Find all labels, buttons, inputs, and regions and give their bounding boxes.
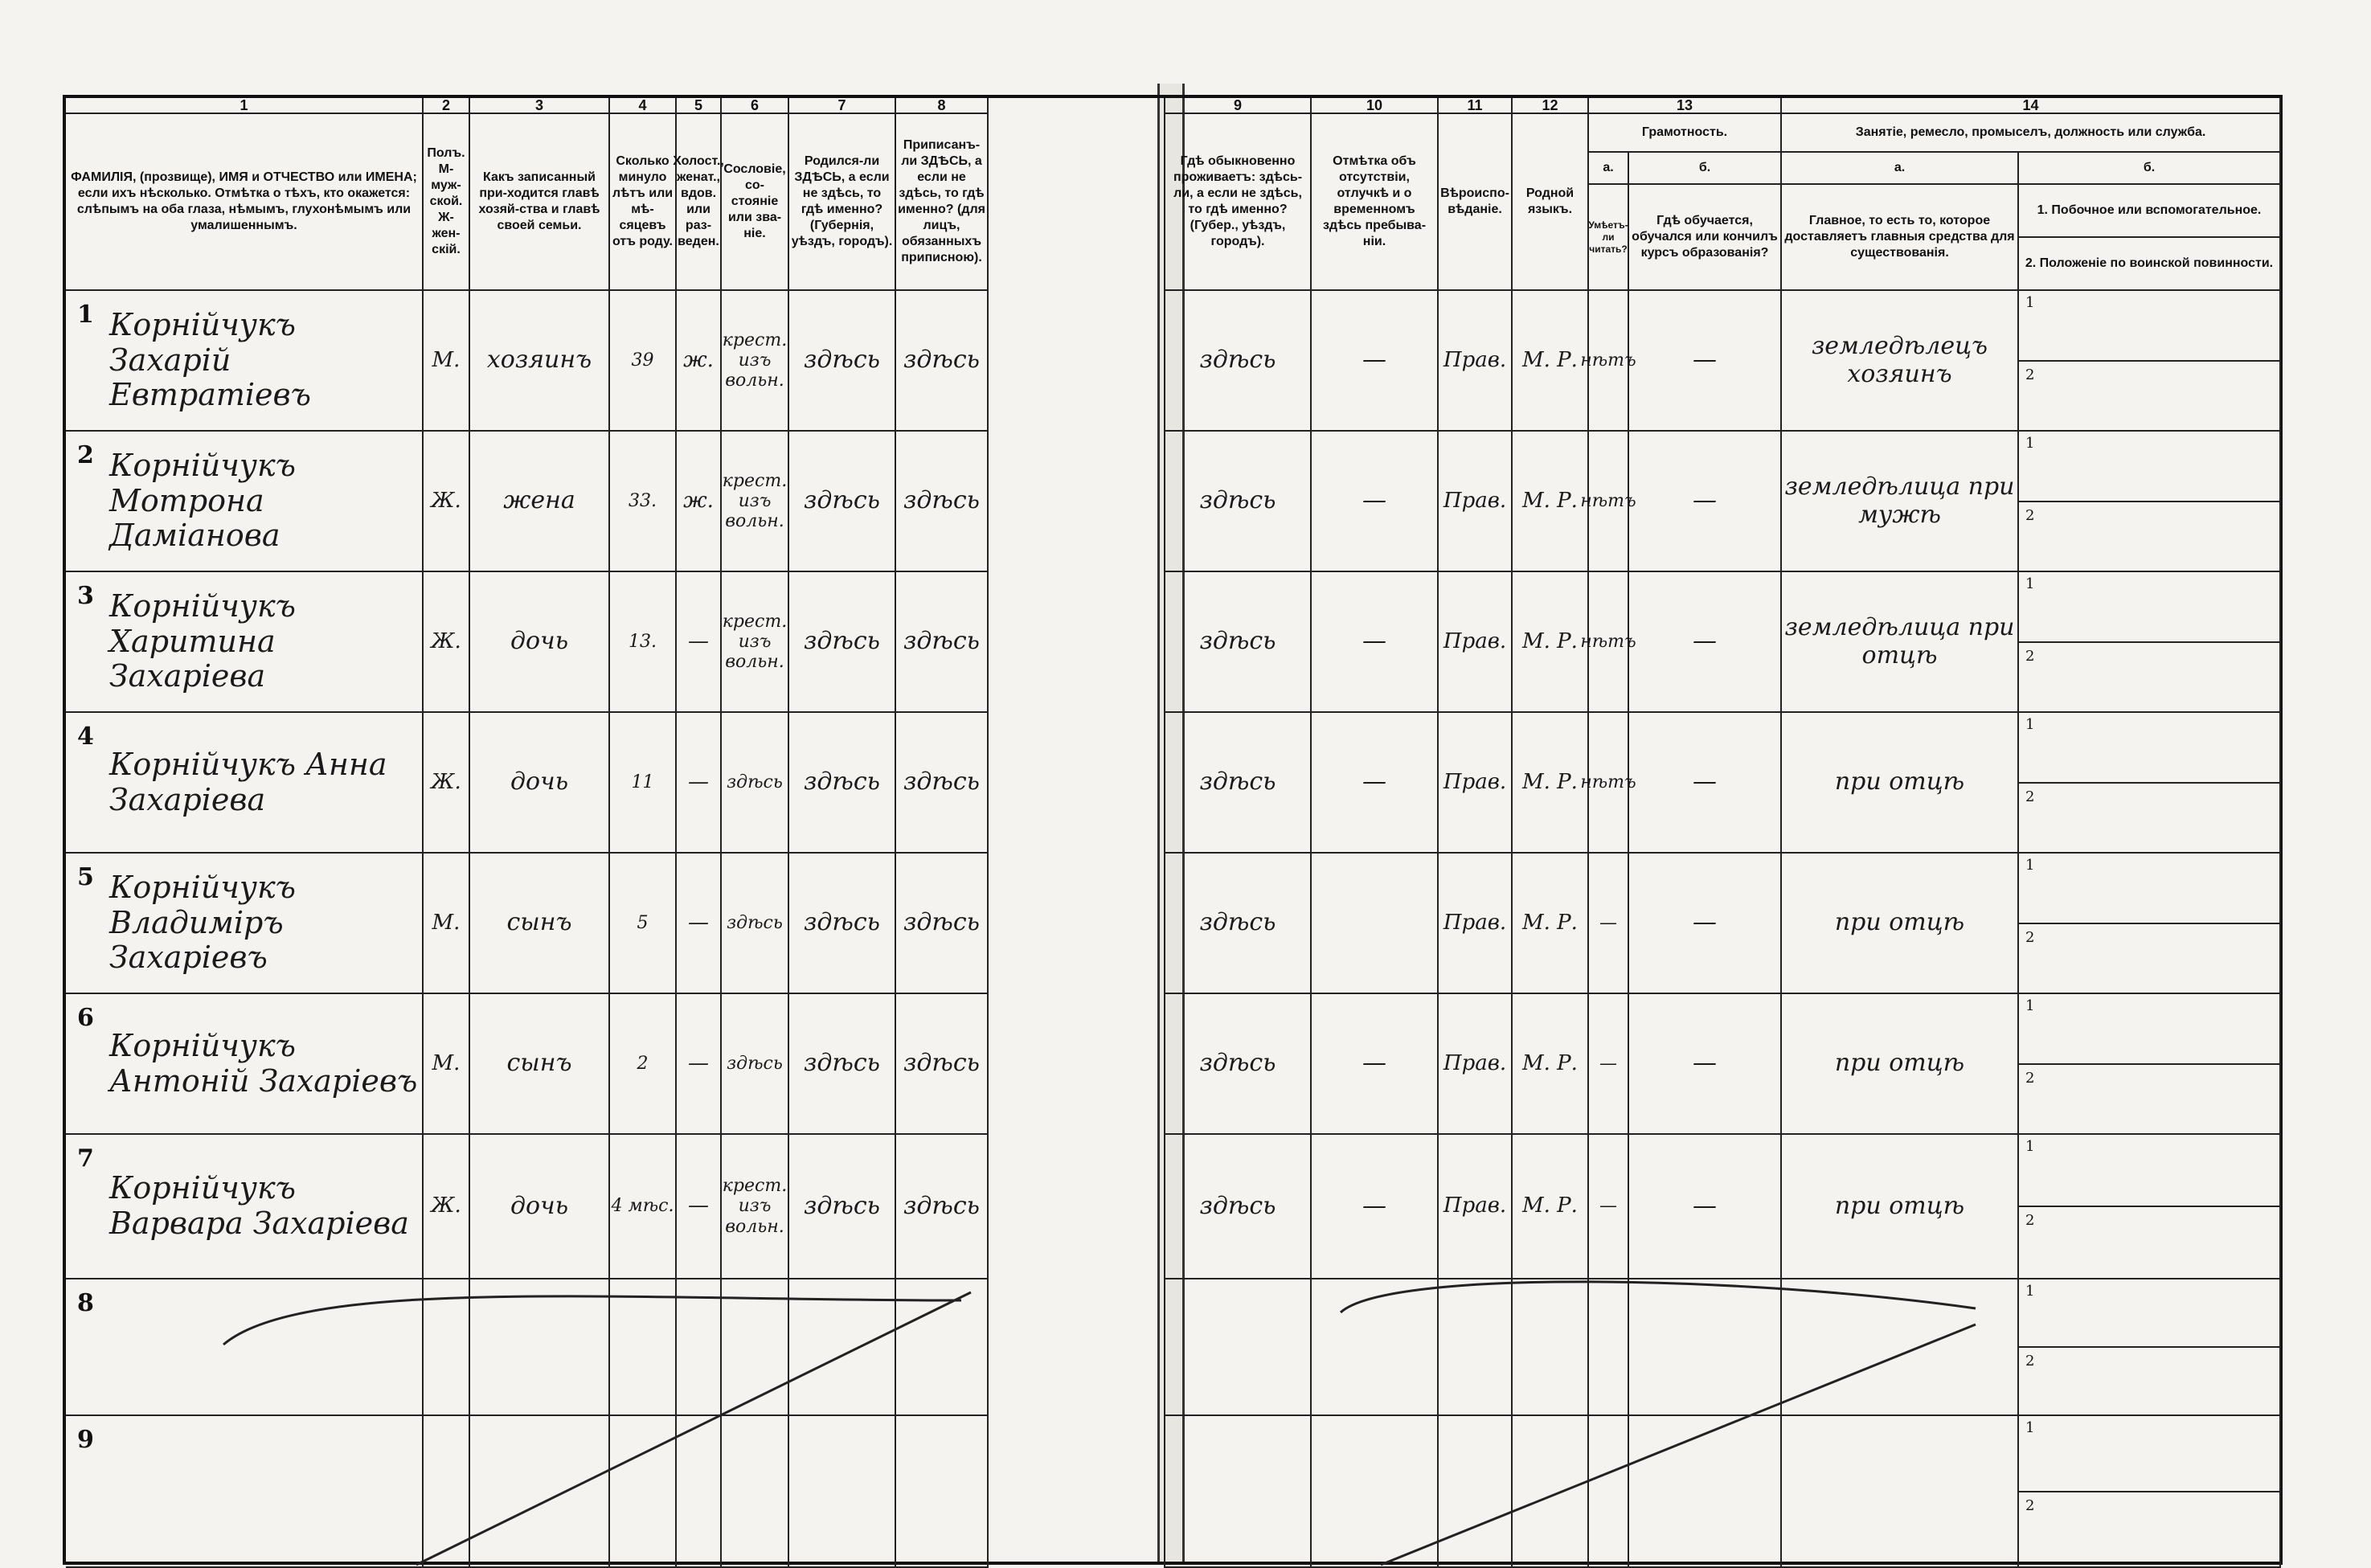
header-literacy-a: а. (1589, 153, 1629, 185)
row-religion: Прав. (1439, 572, 1513, 713)
row-age: 13. (610, 572, 677, 713)
row-sex: М. (424, 994, 470, 1135)
header-c9: Гдѣ обыкновенно проживаетъ: здѣсь-ли, а если не здѣсь, то гдѣ именно? (Губер., уѣздъ, городъ). (1165, 114, 1312, 291)
row-name: Корнійчукъ Антоній Захаріевъ (66, 994, 424, 1135)
sub-line-number: 2 (2025, 1212, 2034, 1229)
sub-line-number: 2 (2025, 648, 2034, 665)
header-c7: Родился-ли ЗДѢСЬ, а если не здѣсь, то гдѣ именно? (Губернія, уѣздъ, городъ). (789, 114, 896, 291)
row-sex: Ж. (424, 572, 470, 713)
row-registered: здѣсь (896, 432, 989, 572)
row-registered: здѣсь (896, 1135, 989, 1279)
row-religion: Прав. (1439, 854, 1513, 994)
row-age: 4 мѣс. (610, 1135, 677, 1279)
row-number: 9 (77, 1426, 94, 1454)
row-number: 6 (77, 1004, 94, 1032)
column-number: 9 (1165, 98, 1312, 114)
row-registered: здѣсь (896, 994, 989, 1135)
row-marital: — (677, 1135, 722, 1279)
header-c12: Родной языкъ. (1513, 114, 1589, 291)
column-number: 6 (722, 98, 789, 114)
column-number: 1 (66, 98, 424, 114)
row-marital: ж. (677, 291, 722, 432)
cancel-stroke (223, 1296, 961, 1345)
column-number: 13 (1589, 98, 1782, 114)
header-main-occupation: Главное, то есть то, которое доставляетъ главныя средства для существованія. (1782, 185, 2019, 291)
header-occupation-a: а. (1782, 153, 2019, 185)
row-estate: крест. изъ вольн. (722, 572, 789, 713)
row-relation: дочь (470, 572, 610, 713)
header-literacy: Грамотность. (1589, 114, 1782, 153)
row-language: М. Р. (1513, 994, 1589, 1135)
row-educ: — (1629, 994, 1782, 1135)
column-number: 14 (1782, 98, 2281, 114)
row-marital: — (677, 854, 722, 994)
row-lives: здѣсь (1165, 713, 1312, 854)
row-name: Корнійчукъ Варвара Захаріева (66, 1135, 424, 1279)
row-language: М. Р. (1513, 572, 1589, 713)
row-language: М. Р. (1513, 713, 1589, 854)
sub-line-number: 1 (2025, 1138, 2034, 1155)
row-occupation: земледѣлецъ хозяинъ (1782, 291, 2019, 432)
row-born: здѣсь (789, 1135, 896, 1279)
row-educ: — (1629, 572, 1782, 713)
row-registered: здѣсь (896, 291, 989, 432)
row-religion: Прав. (1439, 1135, 1513, 1279)
column-number: 8 (896, 98, 989, 114)
sub-line-number: 1 (2025, 294, 2034, 311)
header-literacy-b: б. (1629, 153, 1782, 185)
row-sex: Ж. (424, 713, 470, 854)
sub-line-number: 1 (2025, 435, 2034, 452)
row-absence: — (1312, 1135, 1439, 1279)
row-registered: здѣсь (896, 572, 989, 713)
row-relation: хозяинъ (470, 291, 610, 432)
row-lives: здѣсь (1165, 854, 1312, 994)
row-literate: — (1589, 854, 1629, 994)
header-c2: Полъ. М-муж-ской. Ж-жен-скій. (424, 114, 470, 291)
row-lives: здѣсь (1165, 572, 1312, 713)
row-literate: — (1589, 994, 1629, 1135)
row-lives: здѣсь (1165, 1135, 1312, 1279)
sub-line-number: 2 (2025, 1497, 2034, 1514)
sub-line-number: 2 (2025, 929, 2034, 946)
row-number: 5 (77, 863, 94, 891)
sub-line-number: 2 (2025, 1353, 2034, 1369)
row-language: М. Р. (1513, 432, 1589, 572)
row-name: Корнійчукъ Мотрона Даміанова (66, 432, 424, 572)
row-relation: дочь (470, 713, 610, 854)
cancel-stroke (1381, 1324, 1976, 1565)
row-number: 4 (77, 723, 94, 751)
row-number: 8 (77, 1289, 94, 1317)
row-born: здѣсь (789, 432, 896, 572)
row-literate: нѣтъ (1589, 572, 1629, 713)
header-c5: Холост., женат., вдов. или раз-веден. (677, 114, 722, 291)
header-c3: Какъ записанный при-ходится главѣ хозяй-ства и главѣ своей семьи. (470, 114, 610, 291)
sub-line-number: 2 (2025, 788, 2034, 805)
row-educ: — (1629, 291, 1782, 432)
row-born: здѣсь (789, 854, 896, 994)
row-literate: нѣтъ (1589, 713, 1629, 854)
row-language: М. Р. (1513, 1135, 1589, 1279)
row-relation: сынъ (470, 994, 610, 1135)
row-name: Корнійчукъ Захарій Евтратіевъ (66, 291, 424, 432)
row-marital: — (677, 994, 722, 1135)
row-literate: нѣтъ (1589, 291, 1629, 432)
row-absence: — (1312, 291, 1439, 432)
row-religion: Прав. (1439, 291, 1513, 432)
row-number: 7 (77, 1144, 94, 1173)
sub-line-number: 2 (2025, 507, 2034, 524)
row-marital: ж. (677, 432, 722, 572)
row-occupation: при отцѣ (1782, 854, 2019, 994)
row-estate: здѣсь (722, 713, 789, 854)
header-c11: Вѣроиспо-вѣданіе. (1439, 114, 1513, 291)
column-number: 12 (1513, 98, 1589, 114)
row-occupation: при отцѣ (1782, 994, 2019, 1135)
header-c4: Сколько минуло лѣтъ или мѣ-сяцевъ отъ роду. (610, 114, 677, 291)
row-absence: — (1312, 713, 1439, 854)
column-number: 10 (1312, 98, 1439, 114)
column-number: 11 (1439, 98, 1513, 114)
column-number: 5 (677, 98, 722, 114)
row-religion: Прав. (1439, 432, 1513, 572)
row-sex: М. (424, 291, 470, 432)
row-lives: здѣсь (1165, 432, 1312, 572)
sub-line-number: 1 (2025, 997, 2034, 1014)
row-name: Корнійчукъ Владиміръ Захаріевъ (66, 854, 424, 994)
sub-line-number: 2 (2025, 1070, 2034, 1087)
row-registered: здѣсь (896, 854, 989, 994)
row-educ: — (1629, 1135, 1782, 1279)
row-number: 3 (77, 582, 94, 610)
row-estate: здѣсь (722, 854, 789, 994)
row-estate: крест. изъ вольн. (722, 1135, 789, 1279)
header-side-occupation: 1. Побочное или вспомогательное. (2019, 185, 2281, 238)
row-occupation: земледѣлица при отцѣ (1782, 572, 2019, 713)
sub-line-number: 1 (2025, 716, 2034, 733)
row-absence: — (1312, 994, 1439, 1135)
header-education: Гдѣ обучается, обучался или кончилъ курсъ образованія? (1629, 185, 1782, 291)
header-c8: Приписанъ-ли ЗДѢСЬ, а если не здѣсь, то гдѣ именно? (для лицъ, обязанныхъ приписною). (896, 114, 989, 291)
cancel-stroke (1341, 1282, 1976, 1312)
row-name: Корнійчукъ Харитина Захаріева (66, 572, 424, 713)
row-born: здѣсь (789, 572, 896, 713)
column-number: 4 (610, 98, 677, 114)
header-occupation: Занятіе, ремесло, промыселъ, должность или служба. (1782, 114, 2281, 153)
row-occupation: при отцѣ (1782, 713, 2019, 854)
row-age: 33. (610, 432, 677, 572)
row-registered: здѣсь (896, 713, 989, 854)
row-occupation: при отцѣ (1782, 1135, 2019, 1279)
header-c6: Сословіе, со-стояніе или зва-ніе. (722, 114, 789, 291)
header-occupation-b: б. (2019, 153, 2281, 185)
sub-line-number: 1 (2025, 857, 2034, 874)
row-educ: — (1629, 713, 1782, 854)
row-relation: дочь (470, 1135, 610, 1279)
row-educ: — (1629, 432, 1782, 572)
row-sex: Ж. (424, 1135, 470, 1279)
row-literate: нѣтъ (1589, 432, 1629, 572)
sub-line-number: 2 (2025, 366, 2034, 383)
row-estate: крест. изъ вольн. (722, 291, 789, 432)
column-number: 2 (424, 98, 470, 114)
row-language: М. Р. (1513, 291, 1589, 432)
row-religion: Прав. (1439, 713, 1513, 854)
header-c10: Отмѣтка объ отсутствіи, отлучкѣ и о временномъ здѣсь пребыва-ніи. (1312, 114, 1439, 291)
row-religion: Прав. (1439, 994, 1513, 1135)
sub-line-number: 1 (2025, 1283, 2034, 1300)
row-relation: сынъ (470, 854, 610, 994)
row-educ: — (1629, 854, 1782, 994)
column-number: 3 (470, 98, 610, 114)
row-marital: — (677, 572, 722, 713)
row-marital: — (677, 713, 722, 854)
row-absence: — (1312, 572, 1439, 713)
row-number: 1 (77, 301, 94, 329)
row-age: 39 (610, 291, 677, 432)
row-estate: здѣсь (722, 994, 789, 1135)
row-name: Корнійчукъ Анна Захаріева (66, 713, 424, 854)
header-can-read: Умѣетъ-ли читать? (1589, 185, 1629, 291)
sub-line-number: 1 (2025, 575, 2034, 592)
column-number: 7 (789, 98, 896, 114)
row-relation: жена (470, 432, 610, 572)
row-occupation: земледѣлица при мужѣ (1782, 432, 2019, 572)
cancel-stroke (416, 1292, 971, 1565)
row-age: 2 (610, 994, 677, 1135)
row-literate: — (1589, 1135, 1629, 1279)
row-lives: здѣсь (1165, 291, 1312, 432)
header-military: 2. Положеніе по воинской повинности. (2019, 238, 2281, 291)
row-born: здѣсь (789, 713, 896, 854)
sub-line-number: 1 (2025, 1419, 2034, 1436)
row-born: здѣсь (789, 291, 896, 432)
row-absence: — (1312, 432, 1439, 572)
row-estate: крест. изъ вольн. (722, 432, 789, 572)
header-c1: ФАМИЛІЯ, (прозвище), ИМЯ и ОТЧЕСТВО или ИМЕНА; если ихъ нѣсколько. Отмѣтка о тѣхъ, кто окажется: слѣпымъ на оба глаза, нѣмымъ, глухонѣмымъ или умалишеннымъ. (66, 114, 424, 291)
row-born: здѣсь (789, 994, 896, 1135)
row-sex: М. (424, 854, 470, 994)
row-sex: Ж. (424, 432, 470, 572)
row-age: 5 (610, 854, 677, 994)
row-number: 2 (77, 441, 94, 469)
row-lives: здѣсь (1165, 994, 1312, 1135)
row-age: 11 (610, 713, 677, 854)
row-language: М. Р. (1513, 854, 1589, 994)
